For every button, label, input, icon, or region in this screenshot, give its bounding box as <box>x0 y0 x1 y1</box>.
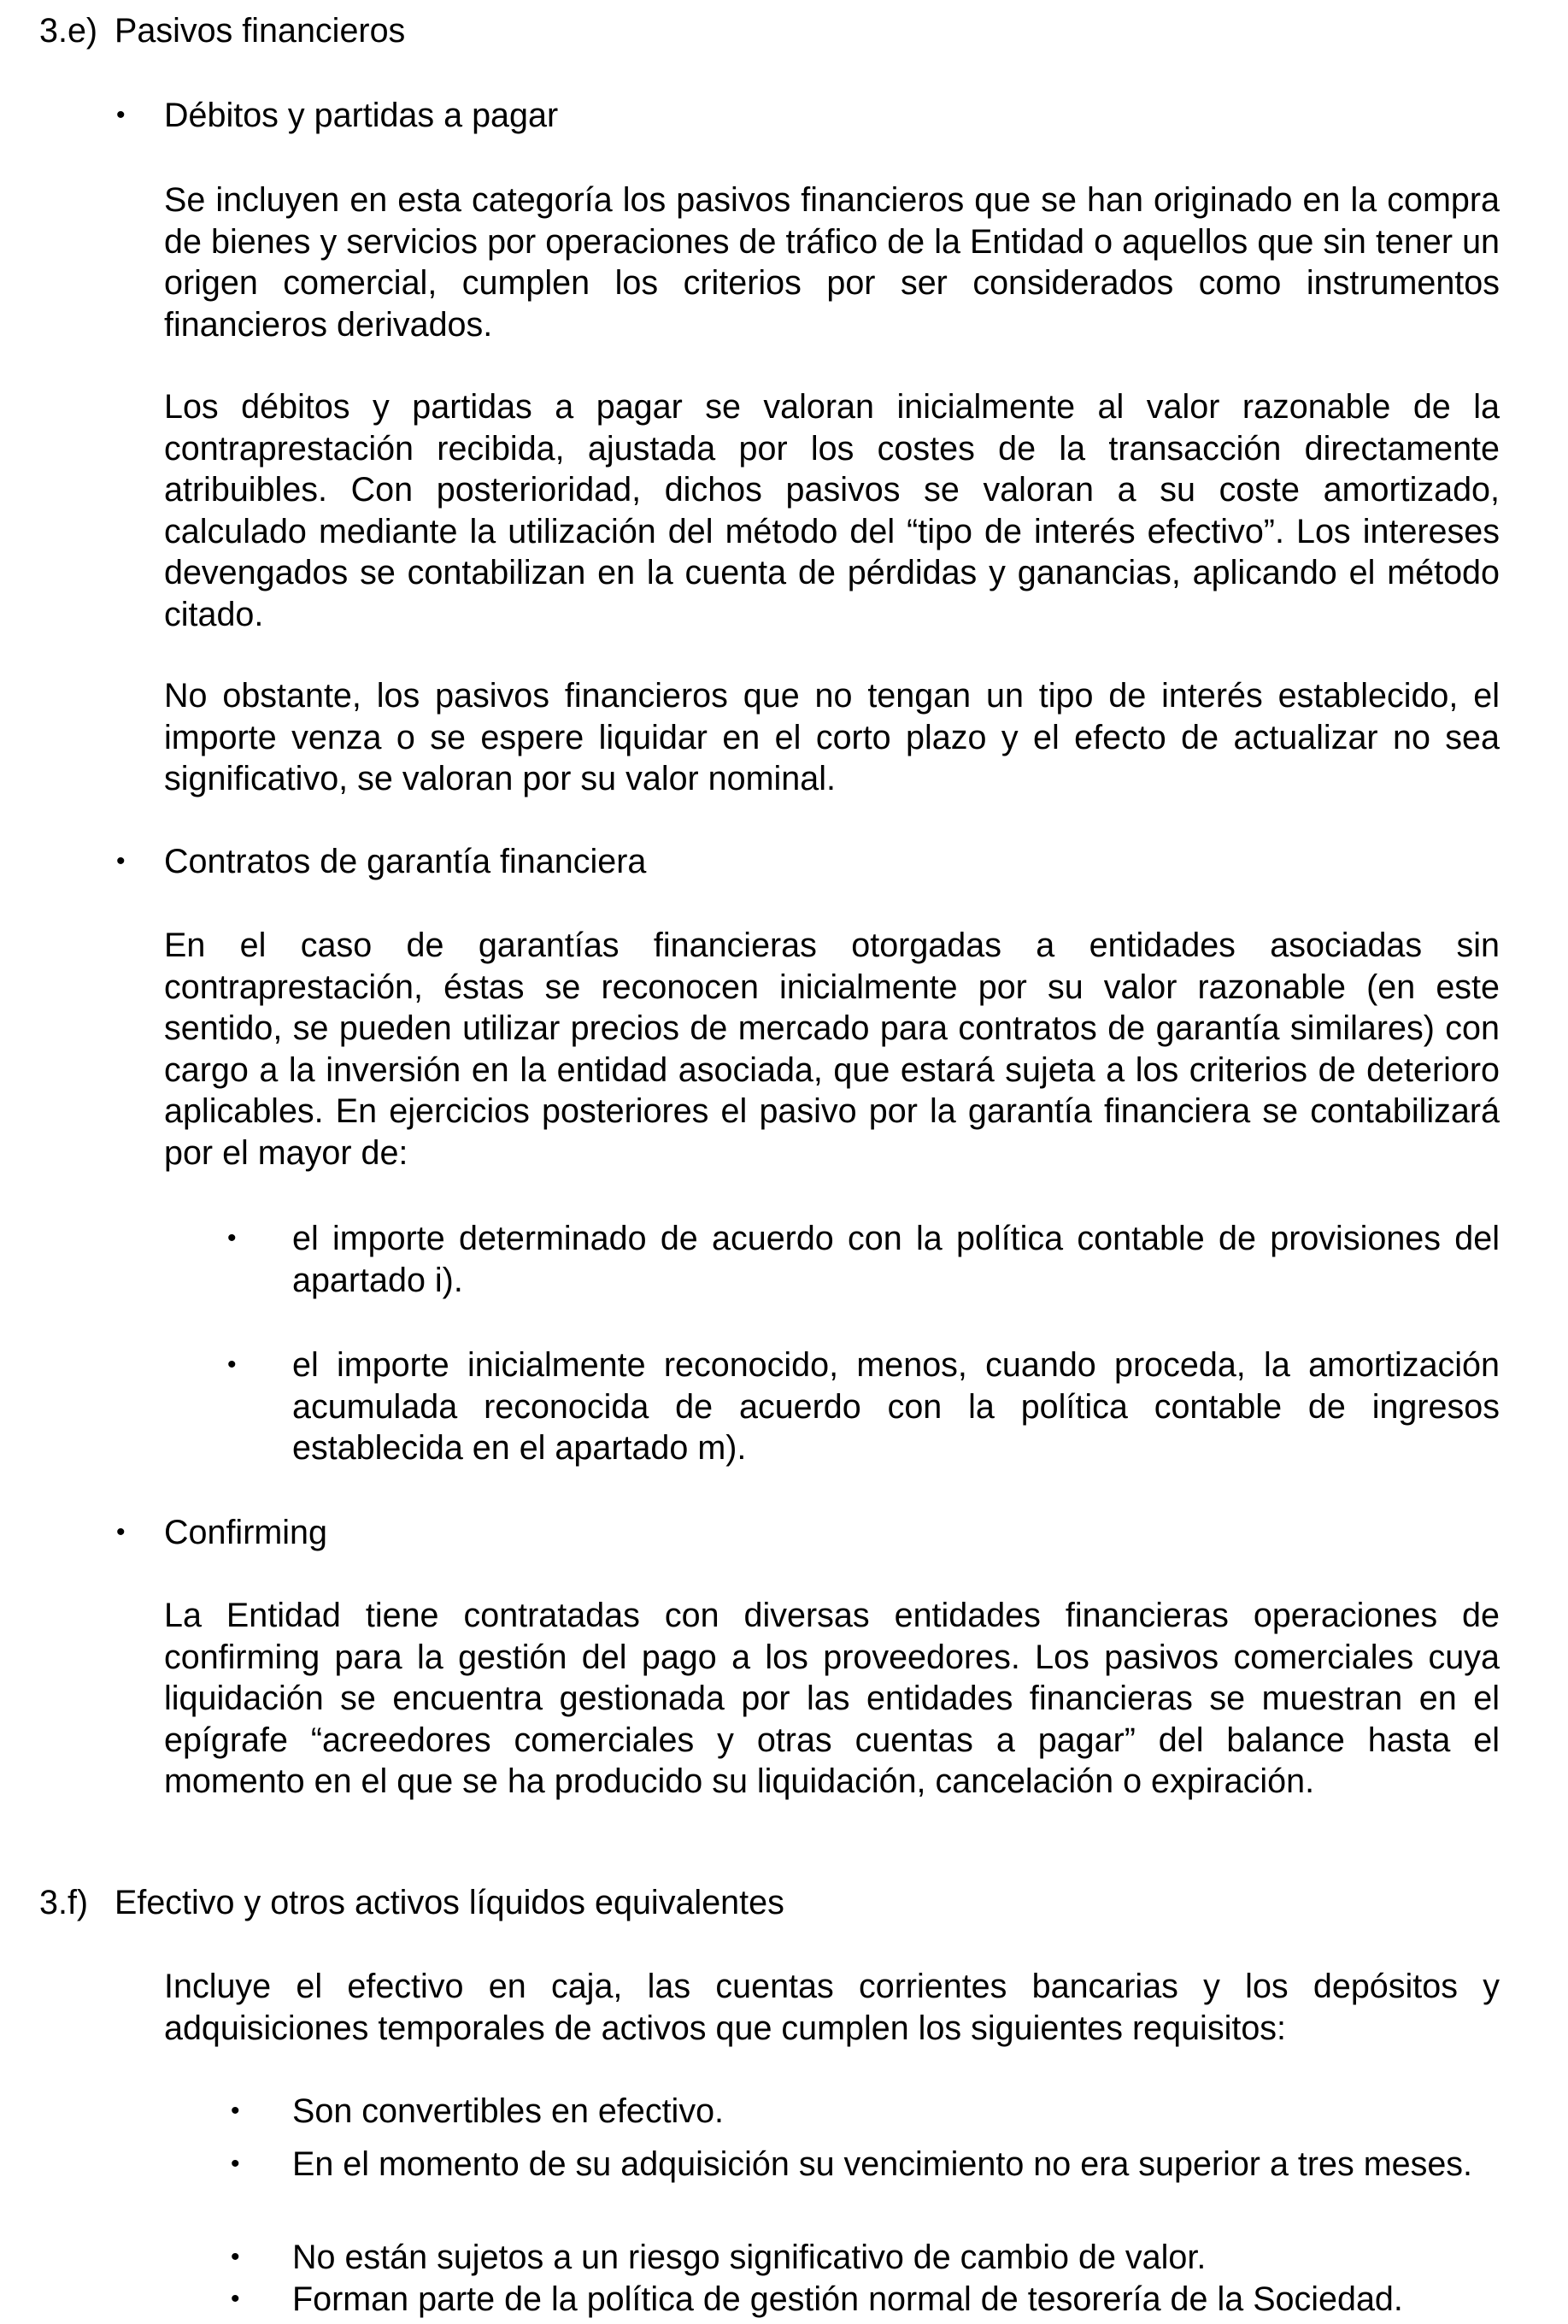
list-item-text: No están sujetos a un riesgo significativo de cambio de valor. <box>292 2239 1207 2276</box>
bullet-heading-text: Débitos y partidas a pagar <box>164 97 559 134</box>
list-item-text: el importe determinado de acuerdo con la política contable de provisiones del apartado i). <box>292 1220 1500 1299</box>
list-item-text: el importe inicialmente reconocido, menos, cuando proceda, la amortización acumulada reconocida de acuerdo con la política contable de ingresos establecida en el apartado m). <box>292 1346 1500 1467</box>
paragraph-debitos-3: No obstante, los pasivos financieros que no tengan un tipo de interés establecido, el importe venza o se espere liquidar en el corto plazo y el efecto de actualizar no sea significativo, se valoran por su valor nominal. <box>164 677 1500 797</box>
bullet-heading-text: Contratos de garantía financiera <box>164 843 647 880</box>
list-item-requisito-3 <box>231 2237 1500 2279</box>
bullet-icon: • <box>231 2097 240 2125</box>
bullet-icon: • <box>231 2243 240 2271</box>
section-heading-3f <box>39 1882 784 1924</box>
paragraph-garantia-1: En el caso de garantías financieras otorgadas a entidades asociadas sin contraprestación, éstas se reconocen inicialmente por su valor razonable (en este sentido, se pueden utilizar precios de mercado para contratos de garantía similares) con cargo a la inversión en la entidad asociada, que estará sujeta a los criterios de deterioro aplicables. En ejercicios posteriores el pasivo por la garantía financiera se contabilizará por el mayor de: <box>164 927 1500 1172</box>
section-number: 3.e) <box>39 12 98 50</box>
section-heading-3e <box>39 10 405 52</box>
list-item-garantia-2 <box>227 1344 1500 1469</box>
list-item-garantia-1 <box>227 1218 1500 1301</box>
list-item-text: Son convertibles en efectivo. <box>292 2092 725 2130</box>
paragraph-confirming-1: La Entidad tiene contratadas con diversas entidades financieras operaciones de confirming para la gestión del pago a los proveedores. Los pasivos comerciales cuya liquidación se encuentra gestionada por las entidades financieras se muestran en el epígrafe “acreedores comerciales y otras cuentas a pagar” del balance hasta el momento en el que se ha producido su liquidación, cancelación o expiración. <box>164 1597 1500 1800</box>
list-item-requisito-1 <box>231 2091 1500 2133</box>
paragraph-efectivo-1: Incluye el efectivo en caja, las cuentas corrientes bancarias y los depósitos y adquisiciones temporales de activos que cumplen los siguientes requisitos: <box>164 1968 1500 2047</box>
list-item-text: En el momento de su adquisición su vencimiento no era superior a tres meses. <box>292 2145 1473 2183</box>
list-item-text: Forman parte de la política de gestión normal de tesorería de la Sociedad. <box>292 2280 1403 2318</box>
bullet-icon: • <box>116 847 126 875</box>
paragraph-debitos-2: Los débitos y partidas a pagar se valoran inicialmente al valor razonable de la contraprestación recibida, ajustada por los costes de la transacción directamente atribuibles. Con posterioridad, dichos pasivos se valoran a su coste amortizado, calculado mediante la utilización del método del “tipo de interés efectivo”. Los intereses devengados se contabilizan en la cuenta de pérdidas y ganancias, aplicando el método citado. <box>164 388 1500 633</box>
section-title: Pasivos financieros <box>115 12 406 50</box>
bullet-heading-text: Confirming <box>164 1514 327 1551</box>
bullet-icon: • <box>227 1350 237 1379</box>
paragraph-debitos-1: Se incluyen en esta categoría los pasivos financieros que se han originado en la compra de bienes y servicios por operaciones de tráfico de la Entidad o aquellos que sin tener un origen comercial, cumplen los criterios por ser considerados como instrumentos financieros derivados. <box>164 181 1500 344</box>
section-number: 3.f) <box>39 1884 89 1921</box>
bullet-icon: • <box>231 2285 240 2313</box>
list-item-requisito-2 <box>231 2144 1500 2186</box>
section-title: Efectivo y otros activos líquidos equivalentes <box>115 1884 784 1921</box>
bullet-icon: • <box>231 2150 240 2178</box>
bullet-icon: • <box>116 1518 126 1546</box>
list-item-requisito-4 <box>231 2279 1500 2321</box>
bullet-icon: • <box>227 1224 237 1252</box>
bullet-icon: • <box>116 101 126 129</box>
